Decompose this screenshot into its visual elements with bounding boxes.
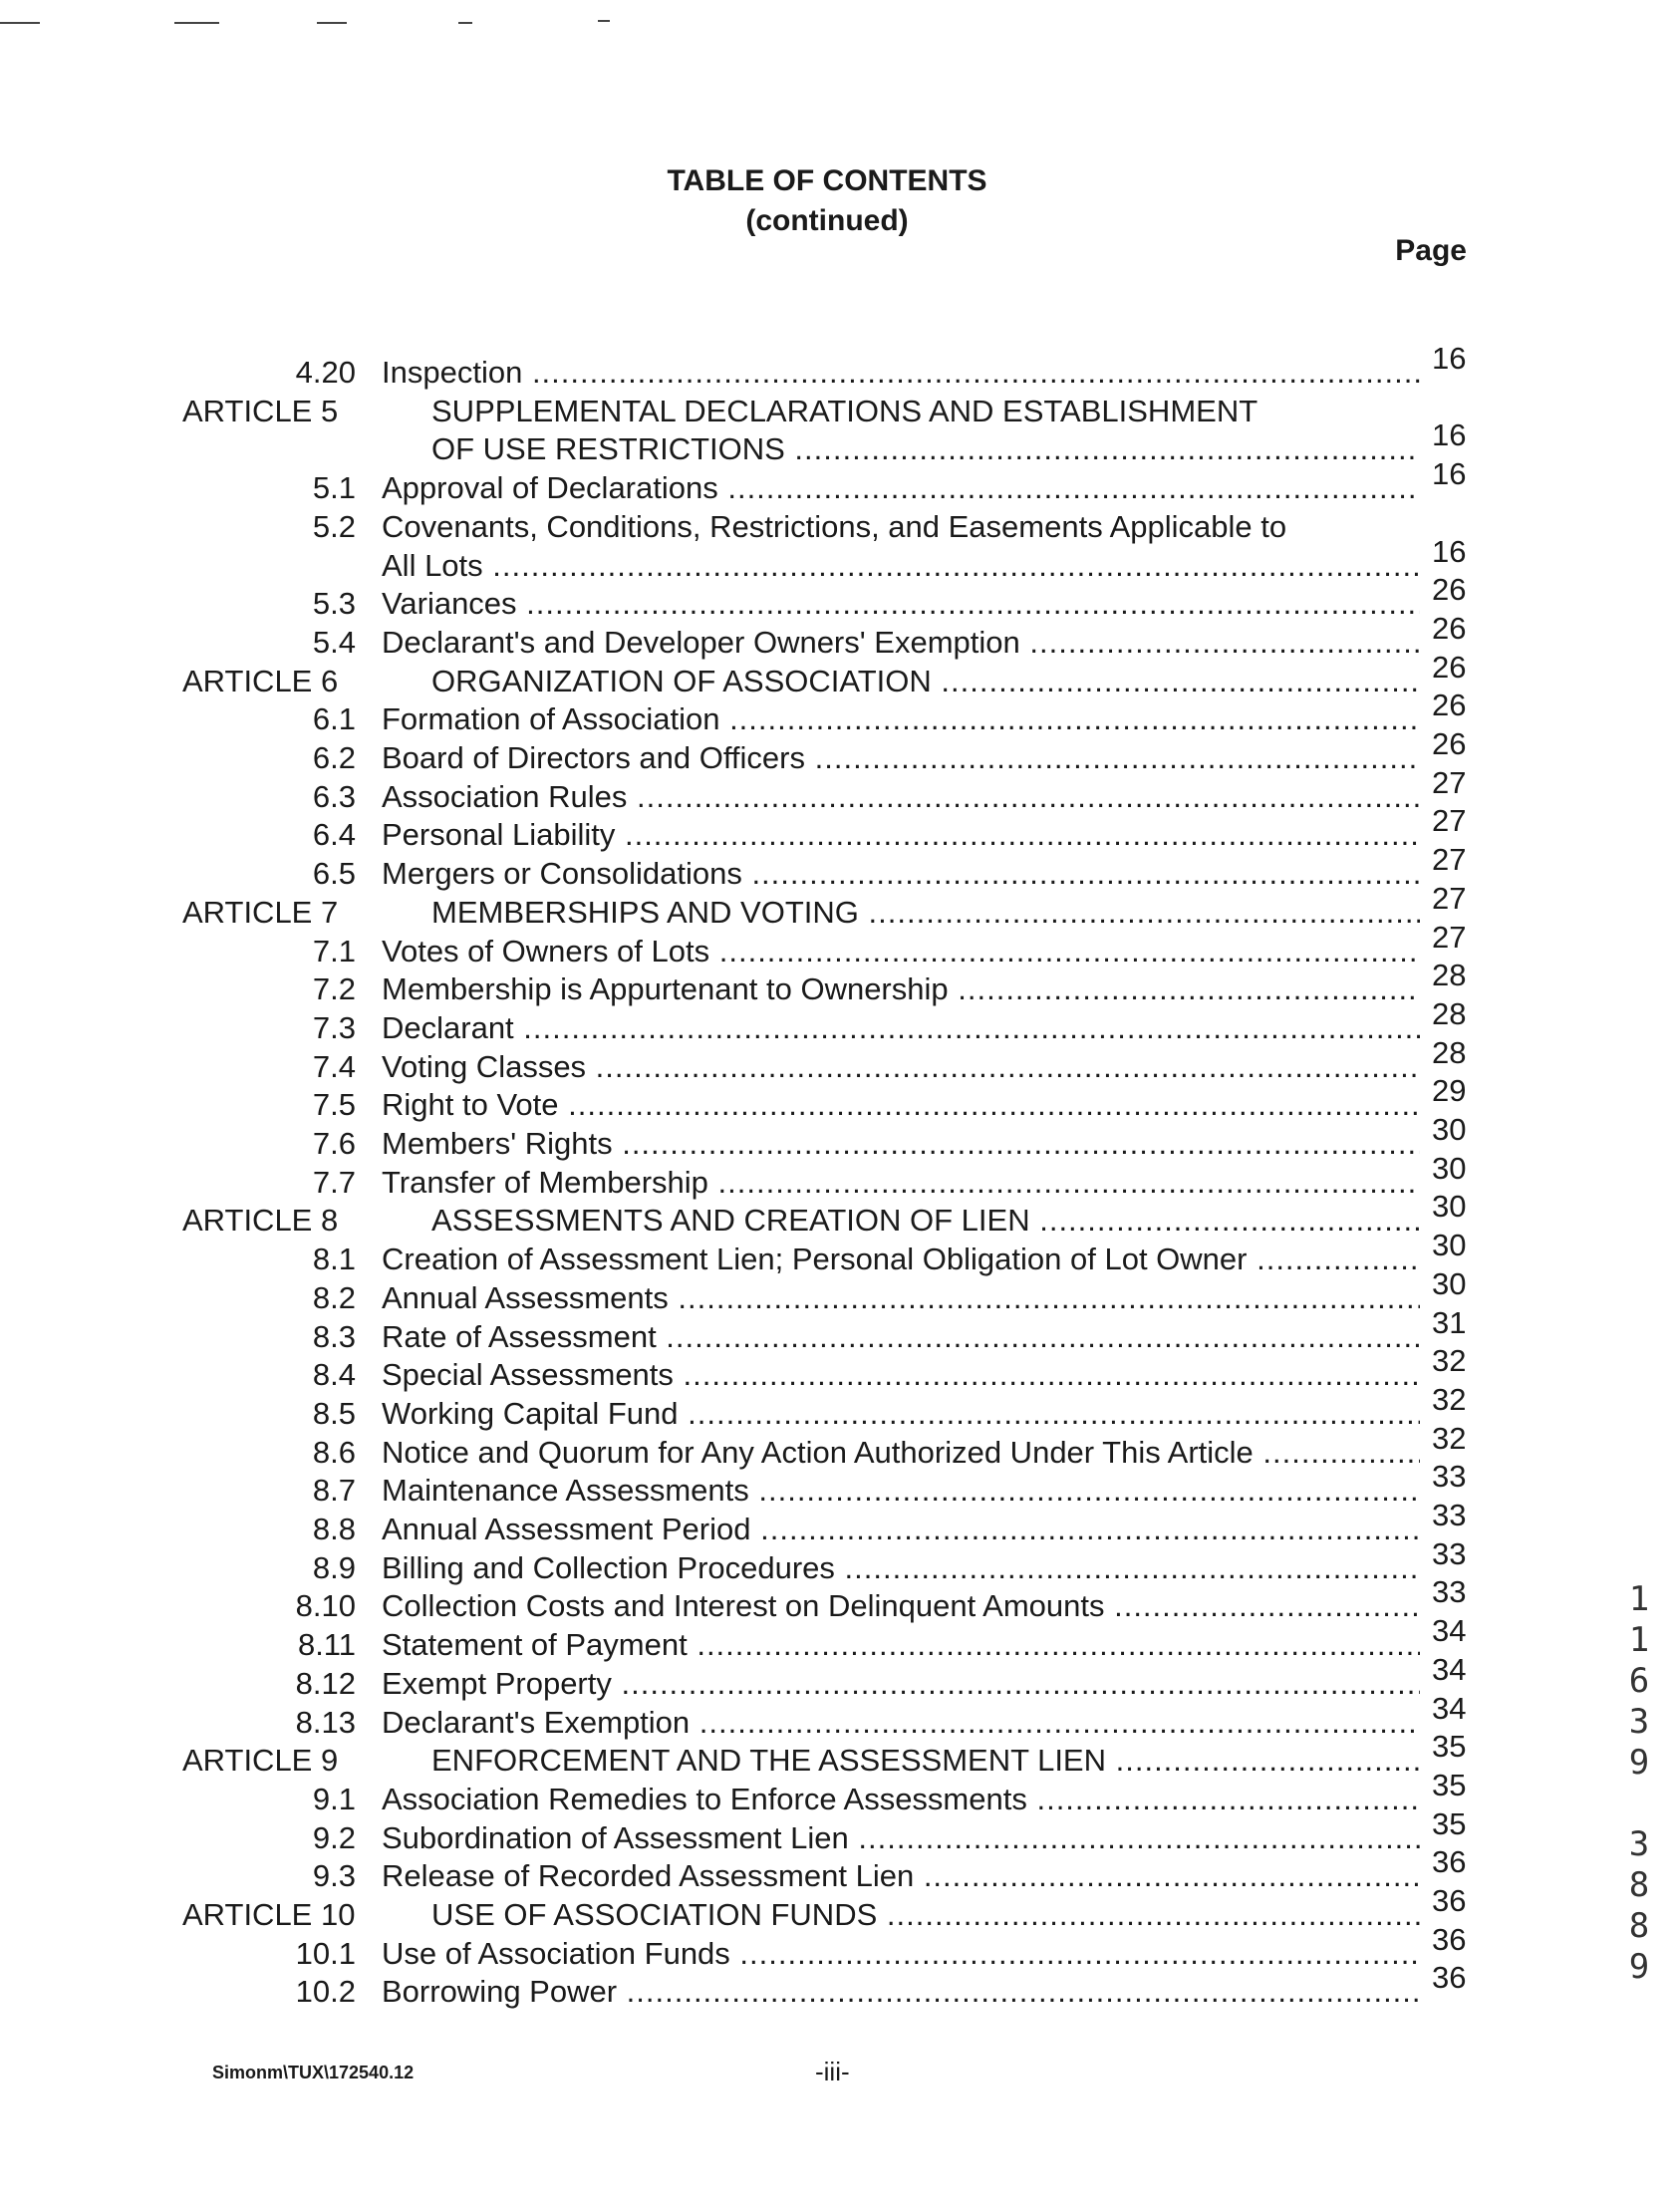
toc-label <box>382 855 1420 893</box>
toc-label <box>382 1318 1420 1356</box>
toc-page: 33 <box>1432 1574 1467 1610</box>
toc-label-text: Association Remedies to Enforce Assessments <box>382 1781 1027 1816</box>
page-column-header: Page <box>1395 234 1467 267</box>
leader-dots <box>719 701 1420 736</box>
toc-section-row <box>0 508 1676 546</box>
leader-dots <box>751 1512 1421 1546</box>
toc-section-row <box>0 1498 1676 1548</box>
toc-section-row <box>0 1420 1676 1472</box>
toc-section-row <box>0 610 1676 662</box>
toc-article-row <box>0 880 1676 932</box>
leader-dots <box>1247 1242 1420 1276</box>
toc-page: 30 <box>1432 1112 1467 1147</box>
toc-label <box>382 1241 1420 1278</box>
toc-number: 8.1 <box>312 1242 356 1277</box>
leader-dots <box>657 1319 1420 1354</box>
side-stamp <box>1619 1579 1659 1988</box>
toc-page: 32 <box>1432 1381 1467 1417</box>
leader-dots <box>949 971 1420 1006</box>
toc-number: ARTICLE 8 <box>182 1203 339 1239</box>
leader-dots <box>742 856 1420 891</box>
toc-page: 32 <box>1432 1420 1467 1456</box>
stamp-digit: 6 <box>1628 1661 1650 1701</box>
toc-section-row <box>0 995 1676 1047</box>
toc-page: 34 <box>1432 1651 1467 1687</box>
leader-dots <box>1027 1782 1420 1816</box>
leader-dots <box>785 431 1420 466</box>
toc-label <box>382 933 1420 970</box>
toc-number: 7.7 <box>312 1164 356 1200</box>
leader-dots <box>617 1974 1420 2009</box>
toc-label-text: Members' Rights <box>382 1126 613 1161</box>
toc-section-row <box>0 1960 1676 2011</box>
toc-label <box>382 585 1420 623</box>
leader-dots <box>708 1165 1420 1200</box>
toc-number: 8.2 <box>312 1279 356 1315</box>
leader-dots <box>613 1126 1420 1161</box>
toc-label <box>382 1626 1420 1664</box>
toc-label-text: Association Rules <box>382 778 628 814</box>
toc-section-row <box>0 1112 1676 1163</box>
toc-label-text: Transfer of Membership <box>382 1164 708 1200</box>
toc-label-text: Special Assessments <box>382 1357 674 1393</box>
scan-mark <box>598 20 610 22</box>
toc-number: 8.9 <box>312 1549 356 1585</box>
scan-mark <box>317 22 347 24</box>
toc-number: 10.2 <box>295 1974 356 2010</box>
toc-label-text: Borrowing Power <box>382 1974 618 2010</box>
toc-label-text: Mergers or Consolidations <box>382 856 742 892</box>
toc-label-text: Rate of Assessment <box>382 1318 657 1354</box>
leader-dots <box>914 1858 1420 1893</box>
toc-label <box>431 393 1420 430</box>
toc-section-row <box>0 1343 1676 1394</box>
toc-label-text: Maintenance Assessments <box>382 1473 749 1509</box>
toc-number: 10.1 <box>295 1935 356 1971</box>
toc-label-text: Membership is Appurtenant to Ownership <box>382 971 949 1007</box>
toc-label <box>431 663 1420 700</box>
toc-section-row <box>0 1073 1676 1124</box>
toc-label <box>382 1973 1420 2011</box>
leader-dots <box>835 1550 1420 1585</box>
toc-section-row <box>0 417 1676 468</box>
toc-number: 6.3 <box>312 778 356 814</box>
toc-label <box>382 1356 1420 1394</box>
toc-number: 5.2 <box>312 508 356 544</box>
toc-number: 6.5 <box>312 856 356 892</box>
toc-section-row <box>0 1690 1676 1742</box>
leader-dots <box>514 1010 1420 1045</box>
toc-page: 27 <box>1432 880 1467 916</box>
leader-dots <box>1020 625 1420 660</box>
leader-dots <box>1030 1203 1420 1238</box>
toc-section-row <box>0 1304 1676 1356</box>
leader-dots <box>517 586 1420 621</box>
toc-label <box>431 430 1420 468</box>
leader-dots <box>669 1280 1420 1315</box>
toc-number: 7.2 <box>312 971 356 1007</box>
toc-article-row <box>0 1729 1676 1780</box>
toc-page: 26 <box>1432 649 1467 685</box>
toc-label-text: All Lots <box>382 547 483 583</box>
toc-label-text: OF USE RESTRICTIONS <box>431 431 785 467</box>
toc-label <box>382 778 1420 816</box>
scan-mark <box>0 22 40 24</box>
toc-label-text: Creation of Assessment Lien; Personal Obligation of Lot Owner <box>382 1242 1248 1277</box>
leader-dots <box>627 779 1420 814</box>
stamp-digit: 3 <box>1628 1824 1650 1864</box>
toc-page: 28 <box>1432 995 1467 1031</box>
toc-section-row <box>0 1651 1676 1703</box>
toc-label-text: Working Capital Fund <box>382 1395 679 1431</box>
leader-dots <box>690 1705 1420 1740</box>
toc-label <box>382 1279 1420 1317</box>
toc-number: 7.3 <box>312 1009 356 1045</box>
toc-number: 6.4 <box>312 817 356 853</box>
toc-title: TABLE OF CONTENTS <box>667 164 987 197</box>
toc-section-row <box>0 1613 1676 1664</box>
toc-label-text: USE OF ASSOCIATION FUNDS <box>431 1897 878 1932</box>
toc-label-text: Annual Assessment Period <box>382 1512 751 1546</box>
toc-label <box>382 1125 1420 1163</box>
toc-number: ARTICLE 10 <box>182 1897 356 1932</box>
toc-label <box>382 547 1420 585</box>
toc-page: 16 <box>1432 456 1467 492</box>
toc-number: ARTICLE 6 <box>182 663 339 698</box>
toc-label-text: Declarant's and Developer Owners' Exemption <box>382 624 1020 660</box>
toc-section-row <box>0 842 1676 893</box>
toc-label <box>382 739 1420 777</box>
toc-label-text: Variances <box>382 586 517 622</box>
stamp-digit: 1 <box>1628 1579 1650 1619</box>
stamp-digit: 9 <box>1628 1743 1650 1783</box>
toc-page: 36 <box>1432 1844 1467 1880</box>
toc-number: 8.12 <box>295 1665 356 1701</box>
leader-dots <box>612 1666 1420 1701</box>
stamp-digit: 8 <box>1628 1865 1650 1905</box>
toc-number: 5.1 <box>312 470 356 506</box>
toc-page: 36 <box>1432 1960 1467 1996</box>
toc-number: 9.1 <box>312 1781 356 1816</box>
toc-page: 30 <box>1432 1228 1467 1263</box>
toc-page: 26 <box>1432 688 1467 723</box>
toc-page: 26 <box>1432 572 1467 608</box>
toc-page: 36 <box>1432 1883 1467 1918</box>
toc-number: 9.3 <box>312 1858 356 1894</box>
leader-dots <box>559 1087 1420 1122</box>
toc-number: ARTICLE 9 <box>182 1743 339 1779</box>
leader-dots <box>859 895 1420 930</box>
leader-dots <box>586 1049 1420 1084</box>
stamp-digit <box>1619 1784 1659 1824</box>
toc-article-row <box>0 1189 1676 1240</box>
toc-label-text: Release of Recorded Assessment Lien <box>382 1858 915 1894</box>
toc-page: 35 <box>1432 1729 1467 1765</box>
toc-label <box>382 1665 1420 1703</box>
toc-article-row <box>0 649 1676 700</box>
leader-dots <box>688 1627 1420 1662</box>
leader-dots <box>522 355 1420 390</box>
toc-label-text: Notice and Quorum for Any Action Authorized Under This Article <box>382 1434 1254 1470</box>
toc-label <box>382 1781 1420 1818</box>
leader-dots <box>749 1473 1420 1508</box>
toc-label <box>382 1587 1420 1625</box>
toc-label <box>382 508 1420 546</box>
toc-label <box>382 469 1420 507</box>
leader-dots <box>674 1357 1420 1392</box>
toc-section-row <box>0 1535 1676 1587</box>
toc-page: 16 <box>1432 533 1467 569</box>
leader-dots <box>849 1820 1420 1855</box>
toc-page: 32 <box>1432 1343 1467 1379</box>
toc-section-row <box>0 726 1676 777</box>
leader-dots <box>730 1936 1420 1971</box>
stamp-digit: 9 <box>1628 1947 1650 1987</box>
toc-page: 29 <box>1432 1073 1467 1109</box>
toc-label-text: Billing and Collection Procedures <box>382 1549 835 1585</box>
toc-page: 35 <box>1432 1767 1467 1802</box>
toc-label-text: Subordination of Assessment Lien <box>382 1819 849 1855</box>
toc-label-text: Declarant <box>382 1009 514 1045</box>
toc-number: 8.8 <box>312 1512 356 1546</box>
toc-page: 27 <box>1432 842 1467 878</box>
toc-label <box>382 1472 1420 1510</box>
toc-number: 5.3 <box>312 586 356 622</box>
stamp-digit: 1 <box>1628 1620 1650 1660</box>
toc-number: 7.4 <box>312 1048 356 1084</box>
toc-label <box>382 1511 1420 1548</box>
toc-label-text: Board of Directors and Officers <box>382 740 805 775</box>
toc-section-row <box>0 1767 1676 1818</box>
toc-page: 28 <box>1432 1034 1467 1070</box>
toc-label-text: Approval of Declarations <box>382 470 718 506</box>
toc-label-text: Voting Classes <box>382 1048 587 1084</box>
toc-number: 8.3 <box>312 1318 356 1354</box>
toc-number: 4.20 <box>295 355 356 390</box>
toc-label <box>431 1896 1420 1934</box>
toc-section-row <box>0 1844 1676 1895</box>
toc-page: 35 <box>1432 1805 1467 1841</box>
toc-label <box>382 1935 1420 1973</box>
toc-section-row <box>0 456 1676 507</box>
toc-page: 30 <box>1432 1189 1467 1225</box>
toc-page: 27 <box>1432 764 1467 800</box>
toc-label-text: Votes of Owners of Lots <box>382 933 710 968</box>
toc-page: 16 <box>1432 341 1467 376</box>
toc-label <box>382 624 1420 662</box>
toc-section-row <box>0 688 1676 738</box>
page-number: -iii- <box>815 2057 850 2086</box>
toc-section-row <box>0 764 1676 816</box>
toc-label-text: Personal Liability <box>382 817 616 853</box>
toc-page: 26 <box>1432 610 1467 646</box>
toc-label-text: ORGANIZATION OF ASSOCIATION <box>431 663 932 698</box>
toc-page: 33 <box>1432 1459 1467 1495</box>
toc-page: 27 <box>1432 803 1467 839</box>
toc-label <box>382 1434 1420 1472</box>
toc-label-text: Inspection <box>382 355 523 390</box>
toc-section-row <box>0 1150 1676 1202</box>
toc-subtitle: (continued) <box>745 204 909 237</box>
toc-number: 8.4 <box>312 1357 356 1393</box>
leader-dots <box>709 934 1420 968</box>
toc-section-row <box>0 533 1676 585</box>
leader-dots <box>1254 1435 1420 1470</box>
toc-section-row <box>0 803 1676 854</box>
toc-label <box>382 1857 1420 1895</box>
toc-label <box>431 894 1420 932</box>
toc-number: ARTICLE 5 <box>182 393 339 428</box>
toc-number: 7.5 <box>312 1087 356 1123</box>
toc-label-text: Formation of Association <box>382 701 720 737</box>
toc-label <box>382 1704 1420 1742</box>
toc-section-row <box>0 572 1676 623</box>
toc-label-text: Collection Costs and Interest on Delinquent Amounts <box>382 1588 1105 1624</box>
toc-number: ARTICLE 7 <box>182 894 339 930</box>
stamp-digit: 8 <box>1628 1906 1650 1946</box>
toc-number: 7.1 <box>312 933 356 968</box>
leader-dots <box>1106 1743 1420 1778</box>
toc-page: 31 <box>1432 1304 1467 1340</box>
toc-section-row <box>0 958 1676 1008</box>
toc-number: 8.11 <box>297 1627 356 1663</box>
leader-dots <box>615 817 1420 852</box>
document-id: Simonm\TUX\172540.12 <box>212 2063 415 2082</box>
leader-dots <box>932 664 1420 698</box>
toc-number: 7.6 <box>312 1126 356 1161</box>
toc-number: 8.5 <box>312 1395 356 1431</box>
toc-number: 6.1 <box>312 701 356 737</box>
toc-label <box>382 970 1420 1008</box>
toc-section-row <box>0 1574 1676 1625</box>
toc-page: 33 <box>1432 1498 1467 1532</box>
toc-section-row <box>0 919 1676 970</box>
toc-article-row <box>0 393 1676 430</box>
toc-label <box>382 1009 1420 1047</box>
toc-section-row <box>0 341 1676 392</box>
toc-label <box>382 816 1420 854</box>
toc-section-row <box>0 1228 1676 1278</box>
leader-dots <box>805 740 1420 775</box>
leader-dots <box>679 1396 1420 1431</box>
toc-section-row <box>0 1459 1676 1510</box>
toc-page: 26 <box>1432 726 1467 761</box>
toc-label <box>382 1549 1420 1587</box>
toc-label-text: Declarant's Exemption <box>382 1704 691 1740</box>
toc-number: 8.7 <box>312 1473 356 1509</box>
leader-dots <box>718 470 1420 505</box>
toc-label-text: Right to Vote <box>382 1087 559 1123</box>
toc-section-row <box>0 1921 1676 1973</box>
toc-label-text: Use of Association Funds <box>382 1935 730 1971</box>
toc-page: 33 <box>1432 1535 1467 1571</box>
toc-section-row <box>0 1265 1676 1317</box>
toc-page: 30 <box>1432 1265 1467 1301</box>
toc-page: 27 <box>1432 919 1467 955</box>
toc-section-row <box>0 1034 1676 1086</box>
toc-article-row <box>0 1883 1676 1934</box>
toc-number: 9.2 <box>312 1819 356 1855</box>
toc-label <box>431 1742 1420 1780</box>
toc-label <box>382 1395 1420 1433</box>
toc-page: 16 <box>1432 417 1467 453</box>
toc-label <box>382 354 1420 392</box>
toc-number: 6.2 <box>312 740 356 775</box>
toc-label <box>382 1086 1420 1124</box>
toc-page: 36 <box>1432 1921 1467 1957</box>
toc-number: 8.13 <box>295 1704 356 1740</box>
toc-page: 30 <box>1432 1150 1467 1186</box>
toc-label <box>382 700 1420 738</box>
toc-label <box>382 1819 1420 1857</box>
toc-page: 28 <box>1432 958 1467 993</box>
toc-label-text: ASSESSMENTS AND CREATION OF LIEN <box>431 1203 1030 1239</box>
toc-label-text: Exempt Property <box>382 1665 612 1701</box>
scan-mark <box>174 22 219 24</box>
leader-dots <box>483 548 1420 583</box>
toc-label-text: Statement of Payment <box>382 1627 688 1663</box>
toc-label-text: SUPPLEMENTAL DECLARATIONS AND ESTABLISHMENT <box>431 393 1258 428</box>
stamp-digit: 3 <box>1628 1702 1650 1742</box>
toc-section-row <box>0 1805 1676 1857</box>
scan-mark <box>458 22 472 24</box>
toc-label-text: Covenants, Conditions, Restrictions, and Easements Applicable to <box>382 508 1287 544</box>
leader-dots <box>1104 1588 1420 1623</box>
toc-label-text: MEMBERSHIPS AND VOTING <box>431 894 859 930</box>
toc-section-row <box>0 1381 1676 1433</box>
toc-number: 5.4 <box>312 624 356 660</box>
toc-number: 8.6 <box>312 1434 356 1470</box>
toc-page: 34 <box>1432 1690 1467 1726</box>
toc-label <box>382 1164 1420 1202</box>
toc-label-text: Annual Assessments <box>382 1279 669 1315</box>
toc-label-text: ENFORCEMENT AND THE ASSESSMENT LIEN <box>431 1743 1106 1779</box>
toc-label <box>431 1202 1420 1240</box>
leader-dots <box>877 1897 1420 1932</box>
toc-number: 8.10 <box>295 1588 356 1624</box>
toc-page: 34 <box>1432 1613 1467 1649</box>
toc-label <box>382 1048 1420 1086</box>
